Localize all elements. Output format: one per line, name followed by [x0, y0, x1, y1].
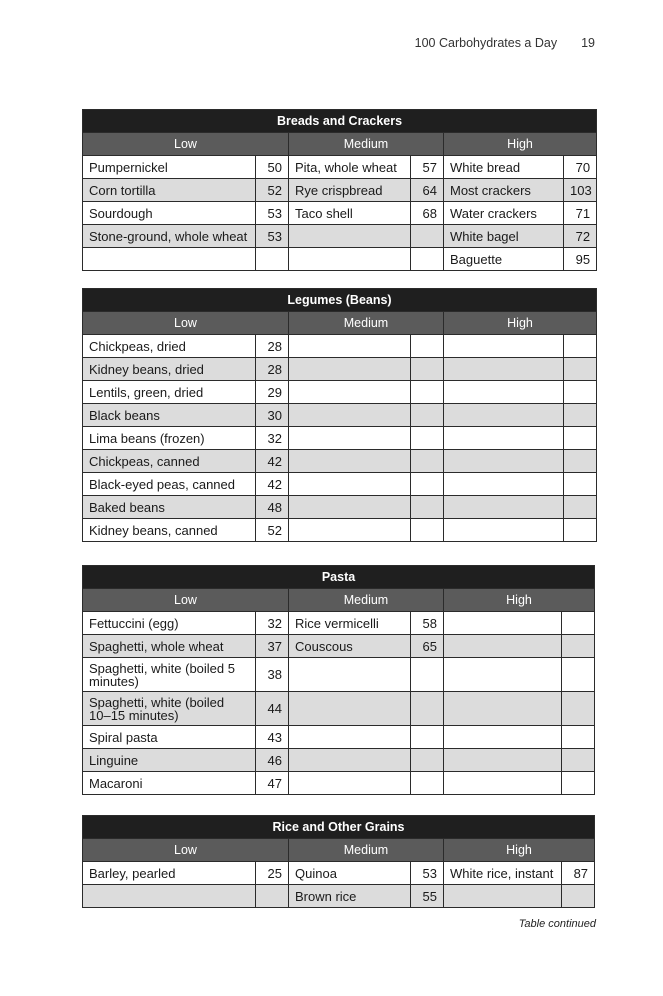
table-row — [83, 335, 597, 358]
table-row — [83, 635, 595, 658]
high-gi — [562, 772, 595, 795]
medium-food — [289, 427, 411, 450]
medium-food — [289, 726, 411, 749]
medium-header: Medium — [289, 839, 444, 862]
table-row — [83, 496, 597, 519]
medium-gi — [411, 381, 444, 404]
medium-gi — [411, 749, 444, 772]
high-gi — [562, 658, 595, 692]
high-gi: 103 — [564, 179, 597, 202]
low-food: Spiral pasta — [83, 726, 256, 749]
table-title: Legumes (Beans) — [83, 289, 597, 312]
medium-gi — [411, 358, 444, 381]
low-header: Low — [83, 589, 289, 612]
low-gi — [256, 248, 289, 271]
high-gi — [562, 749, 595, 772]
medium-header: Medium — [289, 133, 444, 156]
medium-food — [289, 248, 411, 271]
high-gi — [562, 635, 595, 658]
medium-food: Rice vermicelli — [289, 612, 411, 635]
low-header: Low — [83, 312, 289, 335]
table-row — [83, 179, 597, 202]
table-row — [83, 248, 597, 271]
medium-food — [289, 358, 411, 381]
page-number: 19 — [581, 36, 595, 50]
medium-gi: 55 — [411, 885, 444, 908]
high-food — [444, 772, 562, 795]
medium-gi — [411, 450, 444, 473]
table-row — [83, 658, 595, 692]
low-food: Pumpernickel — [83, 156, 256, 179]
low-food: Linguine — [83, 749, 256, 772]
table-title: Pasta — [83, 566, 595, 589]
high-header: High — [444, 589, 595, 612]
high-gi: 72 — [564, 225, 597, 248]
high-header: High — [444, 133, 597, 156]
medium-gi: 57 — [411, 156, 444, 179]
low-food: Sourdough — [83, 202, 256, 225]
medium-gi — [411, 692, 444, 726]
low-food: Spaghetti, white (boiled 10–15 minutes) — [83, 692, 256, 726]
low-food: Corn tortilla — [83, 179, 256, 202]
medium-food — [289, 335, 411, 358]
high-food — [444, 692, 562, 726]
gi-table-legumes — [82, 288, 597, 542]
medium-food: Quinoa — [289, 862, 411, 885]
low-gi: 32 — [256, 612, 289, 635]
medium-food: Taco shell — [289, 202, 411, 225]
table-row — [83, 519, 597, 542]
high-food — [444, 658, 562, 692]
medium-gi: 68 — [411, 202, 444, 225]
medium-gi: 64 — [411, 179, 444, 202]
medium-gi — [411, 404, 444, 427]
high-gi — [564, 404, 597, 427]
low-gi: 37 — [256, 635, 289, 658]
table-row — [83, 473, 597, 496]
table-row — [83, 381, 597, 404]
medium-header: Medium — [289, 589, 444, 612]
high-food — [444, 612, 562, 635]
low-gi — [256, 885, 289, 908]
gi-table-rice-grains — [82, 815, 595, 908]
low-gi: 53 — [256, 202, 289, 225]
high-food: Baguette — [444, 248, 564, 271]
low-food: Macaroni — [83, 772, 256, 795]
medium-header: Medium — [289, 312, 444, 335]
table-row — [83, 862, 595, 885]
high-gi — [562, 612, 595, 635]
table-row — [83, 726, 595, 749]
high-food — [444, 749, 562, 772]
low-gi: 48 — [256, 496, 289, 519]
low-food: Kidney beans, dried — [83, 358, 256, 381]
high-gi — [564, 496, 597, 519]
high-food: Most crackers — [444, 179, 564, 202]
low-food: Fettuccini (egg) — [83, 612, 256, 635]
low-gi: 32 — [256, 427, 289, 450]
low-gi: 46 — [256, 749, 289, 772]
table-row — [83, 450, 597, 473]
table-row — [83, 404, 597, 427]
high-food — [444, 450, 564, 473]
table-row — [83, 156, 597, 179]
gi-table-breads — [82, 109, 597, 271]
medium-gi — [411, 248, 444, 271]
low-food: Stone-ground, whole wheat — [83, 225, 256, 248]
medium-food: Couscous — [289, 635, 411, 658]
high-food: Water crackers — [444, 202, 564, 225]
low-food: Barley, pearled — [83, 862, 256, 885]
low-gi: 43 — [256, 726, 289, 749]
low-food: Spaghetti, white (boiled 5 minutes) — [83, 658, 256, 692]
medium-food — [289, 450, 411, 473]
medium-gi — [411, 772, 444, 795]
high-gi: 71 — [564, 202, 597, 225]
medium-gi — [411, 726, 444, 749]
medium-food — [289, 658, 411, 692]
low-food — [83, 885, 256, 908]
medium-food — [289, 519, 411, 542]
medium-food — [289, 404, 411, 427]
high-food — [444, 519, 564, 542]
low-food: Baked beans — [83, 496, 256, 519]
high-food: White bread — [444, 156, 564, 179]
high-gi — [564, 335, 597, 358]
low-gi: 42 — [256, 450, 289, 473]
low-gi: 28 — [256, 335, 289, 358]
medium-gi — [411, 225, 444, 248]
table-row — [83, 225, 597, 248]
high-food — [444, 635, 562, 658]
table-row — [83, 202, 597, 225]
high-food — [444, 335, 564, 358]
high-header: High — [444, 312, 597, 335]
low-gi: 52 — [256, 519, 289, 542]
medium-gi — [411, 335, 444, 358]
medium-gi — [411, 427, 444, 450]
low-gi: 42 — [256, 473, 289, 496]
high-food — [444, 404, 564, 427]
table-row — [83, 885, 595, 908]
low-gi: 28 — [256, 358, 289, 381]
low-gi: 50 — [256, 156, 289, 179]
table-continued-note: Table continued — [518, 918, 596, 930]
low-header: Low — [83, 133, 289, 156]
low-gi: 38 — [256, 658, 289, 692]
high-gi: 87 — [562, 862, 595, 885]
high-food — [444, 473, 564, 496]
low-food: Black beans — [83, 404, 256, 427]
low-gi: 29 — [256, 381, 289, 404]
high-gi — [564, 427, 597, 450]
medium-gi — [411, 658, 444, 692]
low-header: Low — [83, 839, 289, 862]
high-gi — [562, 885, 595, 908]
medium-gi — [411, 519, 444, 542]
table-row — [83, 612, 595, 635]
medium-gi: 53 — [411, 862, 444, 885]
high-gi — [562, 692, 595, 726]
table-row — [83, 358, 597, 381]
medium-food: Brown rice — [289, 885, 411, 908]
medium-gi: 58 — [411, 612, 444, 635]
table-row — [83, 427, 597, 450]
low-gi: 44 — [256, 692, 289, 726]
high-gi — [564, 473, 597, 496]
table-row — [83, 749, 595, 772]
table-row — [83, 772, 595, 795]
low-gi: 25 — [256, 862, 289, 885]
low-food: Kidney beans, canned — [83, 519, 256, 542]
medium-gi: 65 — [411, 635, 444, 658]
low-gi: 52 — [256, 179, 289, 202]
high-food — [444, 427, 564, 450]
low-food: Chickpeas, dried — [83, 335, 256, 358]
medium-gi — [411, 496, 444, 519]
high-header: High — [444, 839, 595, 862]
medium-food — [289, 772, 411, 795]
high-gi — [564, 519, 597, 542]
high-gi — [564, 381, 597, 404]
high-gi: 95 — [564, 248, 597, 271]
high-food — [444, 885, 562, 908]
high-food: White rice, instant — [444, 862, 562, 885]
high-food — [444, 726, 562, 749]
low-gi: 30 — [256, 404, 289, 427]
running-header — [0, 36, 595, 54]
table-title: Rice and Other Grains — [83, 816, 595, 839]
low-gi: 47 — [256, 772, 289, 795]
medium-food — [289, 496, 411, 519]
low-food: Lima beans (frozen) — [83, 427, 256, 450]
high-gi: 70 — [564, 156, 597, 179]
low-food: Spaghetti, whole wheat — [83, 635, 256, 658]
gi-table-pasta — [82, 565, 595, 795]
medium-food — [289, 225, 411, 248]
book-title: 100 Carbohydrates a Day — [414, 36, 558, 50]
high-gi — [564, 358, 597, 381]
low-food: Black-eyed peas, canned — [83, 473, 256, 496]
medium-food — [289, 749, 411, 772]
low-gi: 53 — [256, 225, 289, 248]
high-food: White bagel — [444, 225, 564, 248]
high-gi — [564, 450, 597, 473]
medium-food — [289, 381, 411, 404]
high-food — [444, 496, 564, 519]
low-food: Chickpeas, canned — [83, 450, 256, 473]
low-food — [83, 248, 256, 271]
medium-gi — [411, 473, 444, 496]
medium-food — [289, 473, 411, 496]
high-gi — [562, 726, 595, 749]
medium-food — [289, 692, 411, 726]
high-food — [444, 381, 564, 404]
table-row — [83, 692, 595, 726]
table-title: Breads and Crackers — [83, 110, 597, 133]
medium-food: Rye crispbread — [289, 179, 411, 202]
low-food: Lentils, green, dried — [83, 381, 256, 404]
medium-food: Pita, whole wheat — [289, 156, 411, 179]
high-food — [444, 358, 564, 381]
